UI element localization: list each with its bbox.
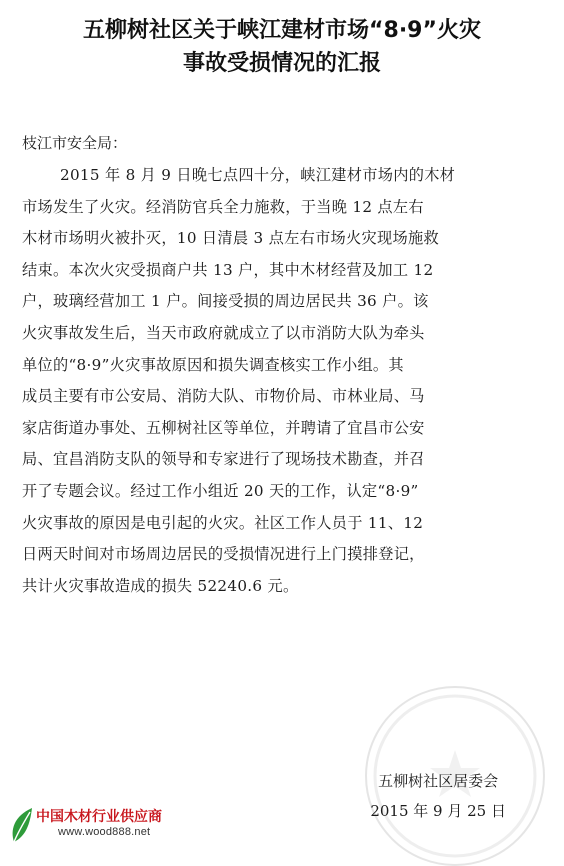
watermark-url: www.wood888.net <box>58 826 151 838</box>
body-line: 户，玻璃经营加工 1 户。间接受损的周边居民共 36 户。该 <box>22 292 429 311</box>
body-line: 共计火灾事故造成的损失 52240.6 元。 <box>22 576 299 595</box>
body-line: 局、宜昌消防支队的领导和专家进行了现场技术勘查，并召 <box>22 450 425 469</box>
watermark-logo <box>6 804 196 848</box>
watermark-name: 中国木材行业供应商 <box>36 809 162 825</box>
green-leaf-icon <box>8 806 36 846</box>
title-line-1: 五柳树社区关于峡江建材市场“8·9”火灾 <box>83 18 481 43</box>
body-line: 市场发生了火灾。经消防官兵全力施救，于当晚 12 点左右 <box>22 197 424 216</box>
title-line-2: 事故受损情况的汇报 <box>182 51 381 76</box>
body-line: 家店街道办事处、五柳树社区等单位，并聘请了宜昌市公安 <box>22 418 425 437</box>
signoff-date: 2015 年 9 月 25 日 <box>370 802 506 820</box>
body-line: 木材市场明火被扑灭，10 日清晨 3 点左右市场火灾现场施救 <box>22 229 439 248</box>
body-line: 火灾事故发生后，当天市政府就成立了以市消防大队为牵头 <box>22 323 425 342</box>
body-line: 火灾事故的原因是电引起的火灾。社区工作人员于 11、12 <box>22 513 424 532</box>
report-body <box>22 160 540 602</box>
body-line: 成员主要有市公安局、消防大队、市物价局、市林业局、马 <box>22 387 425 406</box>
body-line: 结束。本次火灾受损商户共 13 户，其中木材经营及加工 12 <box>22 260 434 279</box>
body-line: 开了专题会议。经过工作小组近 20 天的工作，认定“8·9” <box>22 481 419 500</box>
document-title <box>0 14 564 80</box>
signoff <box>370 766 506 826</box>
recipient: 枝江市安全局： <box>22 134 128 152</box>
body-line: 2015 年 8 月 9 日晚七点四十分，峡江建材市场内的木材 <box>60 166 456 184</box>
body-line: 单位的“8·9”火灾事故原因和损失调查核实工作小组。其 <box>22 355 404 374</box>
body-line: 日两天时间对市场周边居民的受损情况进行上门摸排登记， <box>22 545 425 564</box>
signoff-org: 五柳树社区居委会 <box>378 772 499 790</box>
